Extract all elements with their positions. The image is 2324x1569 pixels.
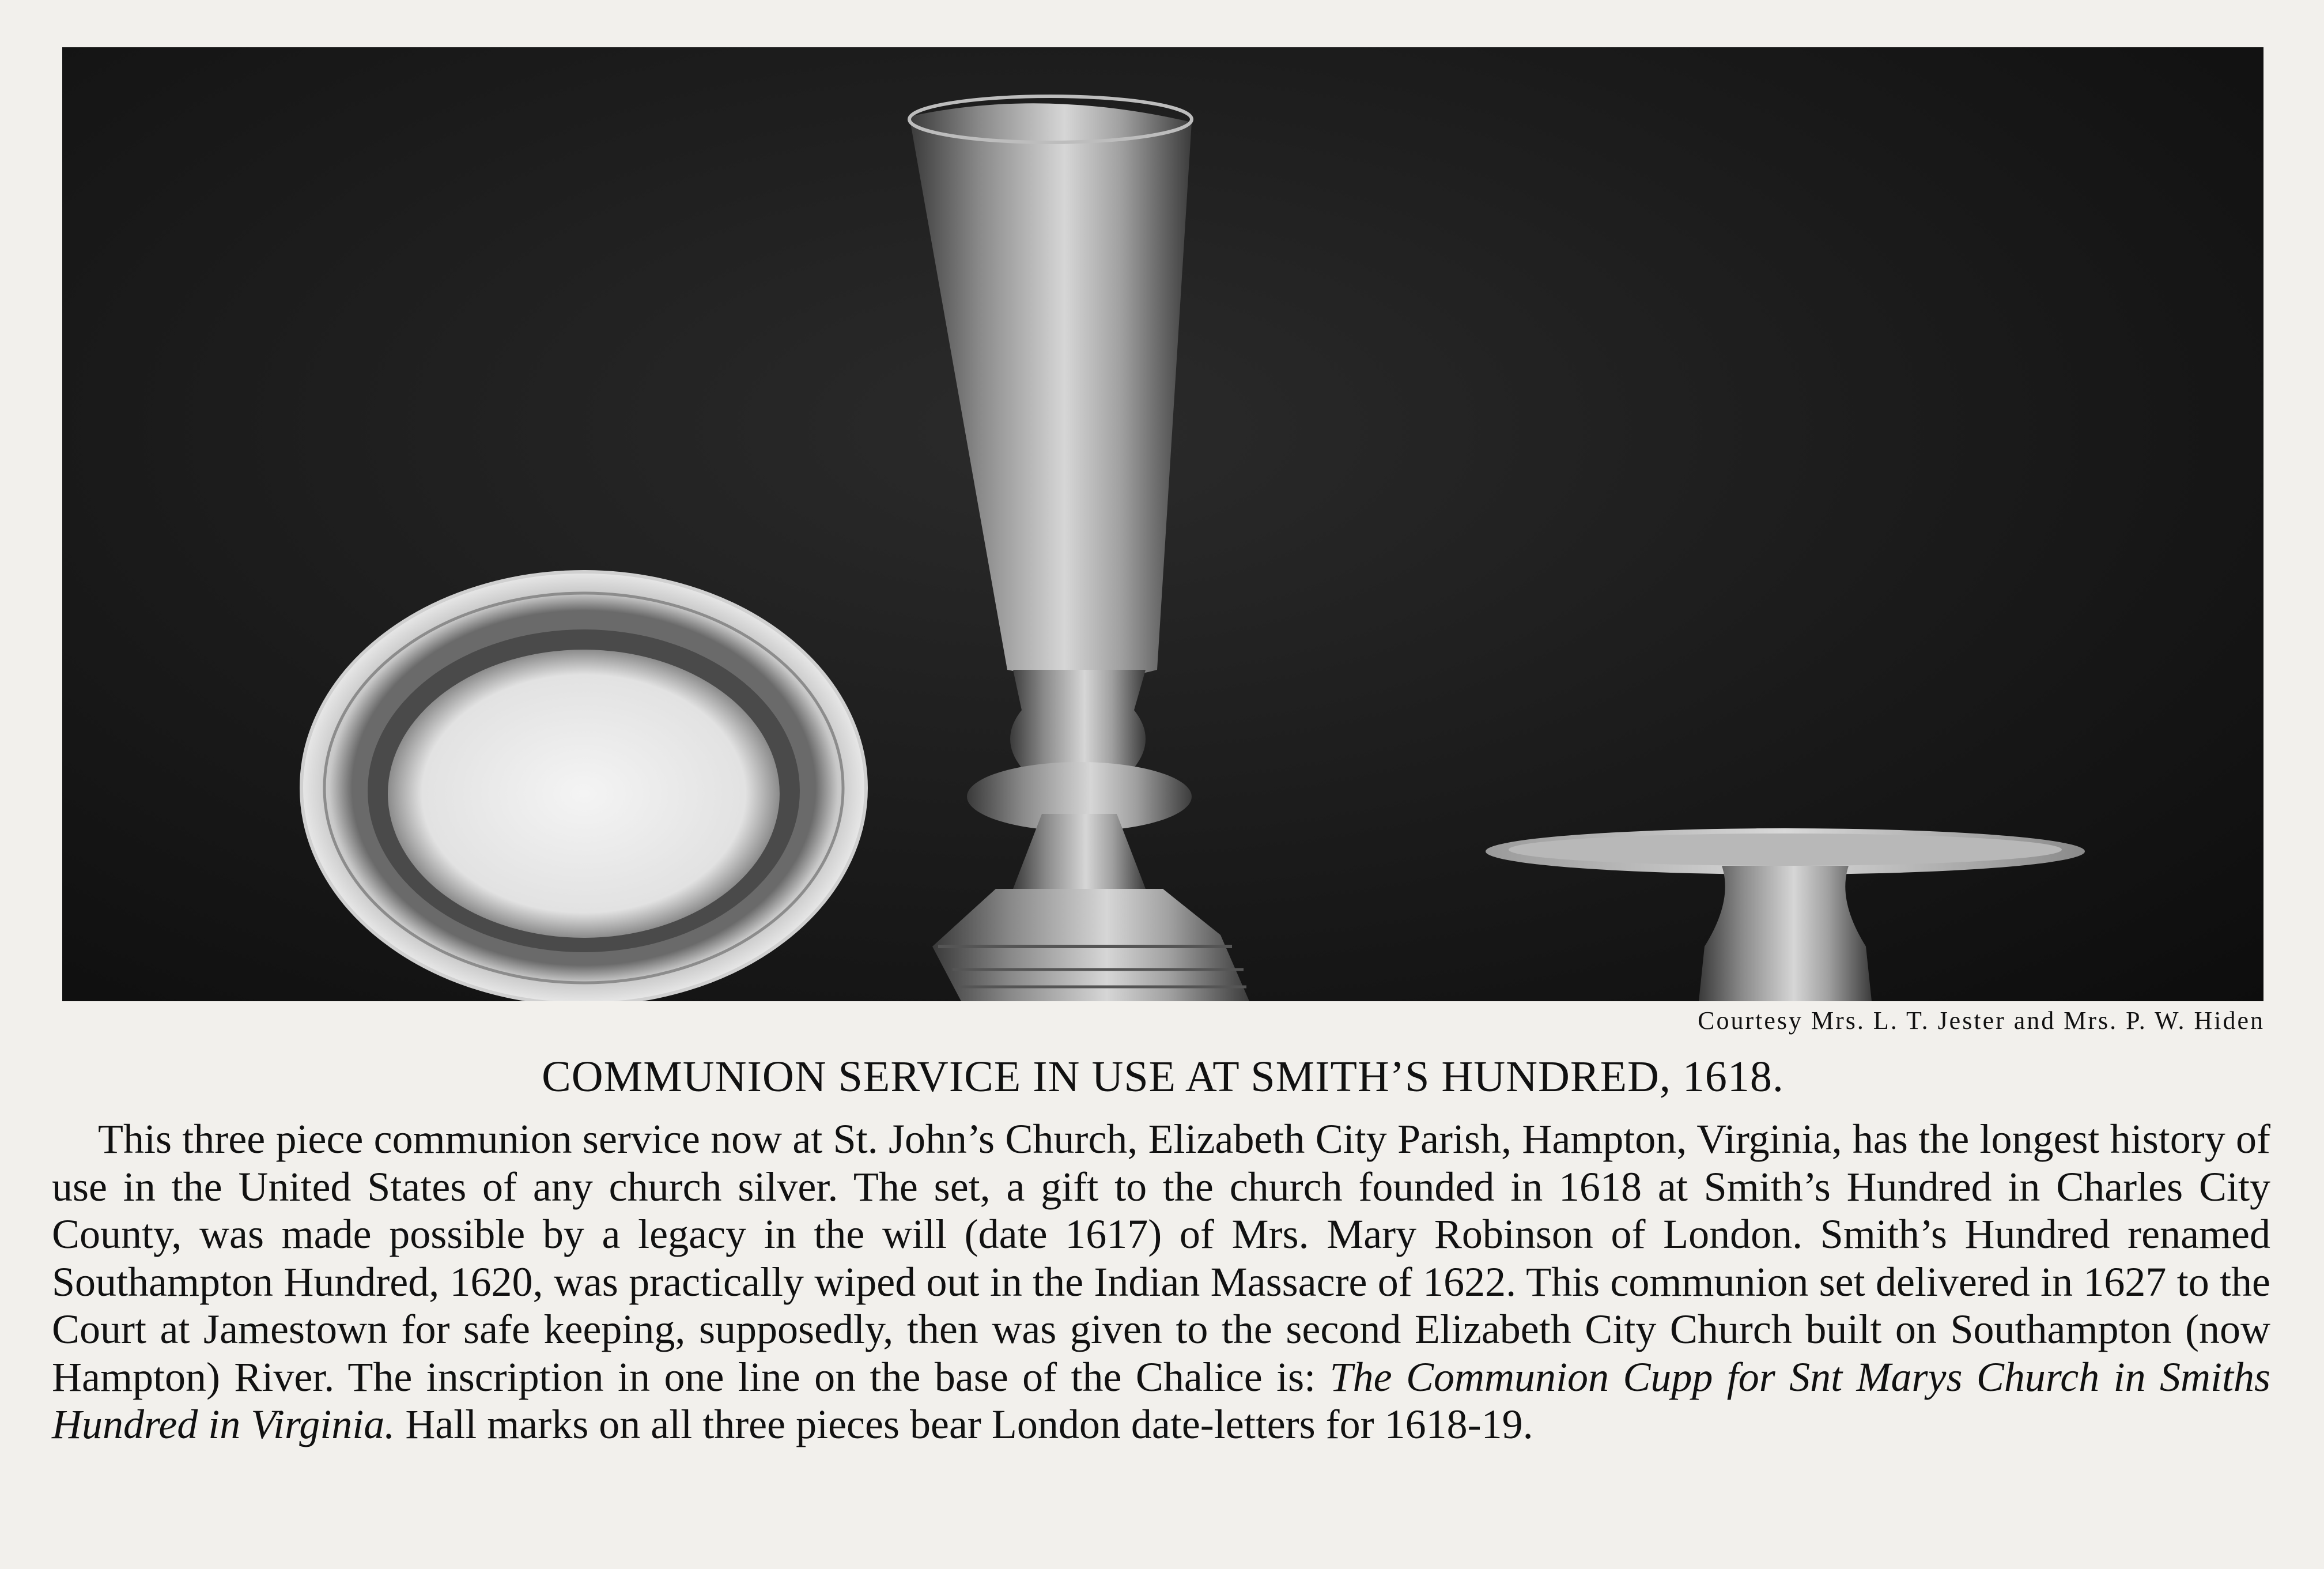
plate-image (301, 572, 866, 1001)
paten-image (1486, 828, 2085, 1001)
caption-text-part1: This three piece communion service now at St. John’s Church, Elizabeth City Parish, Hampton, Virginia, has the longest history of use in the United States of any church silver. The set, a gift to the church founded in 1618 at Smith’s Hundred in Charles City County, was made possible by a legacy in the will (date 1617) of Mrs. Mary Robinson of London. Smith’s Hundred renamed Southampton Hundred, 1620, was practically wiped out in the Indian Massacre of 1622. This communion set delivered in 1627 to the Court at Jamestown for safe keeping, supposedly, then was given to the second Elizabeth City Church built on Southampton (now Hampton) River. The inscription in one line on the base of the Chalice is: (52, 1116, 2270, 1400)
chalice-inscription: The Communion Cupp for Snt Marys Church in Smiths Hundred in Virginia. (52, 1353, 2271, 1447)
caption-text-part2: Hall marks on all three pieces bear London date-letters for 1618-19. (395, 1401, 1533, 1447)
communion-service-photo (62, 47, 2263, 1001)
chalice-image (909, 96, 1249, 1001)
caption-body (52, 1115, 2270, 1449)
caption-title: COMMUNION SERVICE IN USE AT SMITH’S HUNDRED, 1618. (542, 1053, 1784, 1101)
photo-credit: Courtesy Mrs. L. T. Jester and Mrs. P. W. Hiden (1698, 1006, 2265, 1035)
